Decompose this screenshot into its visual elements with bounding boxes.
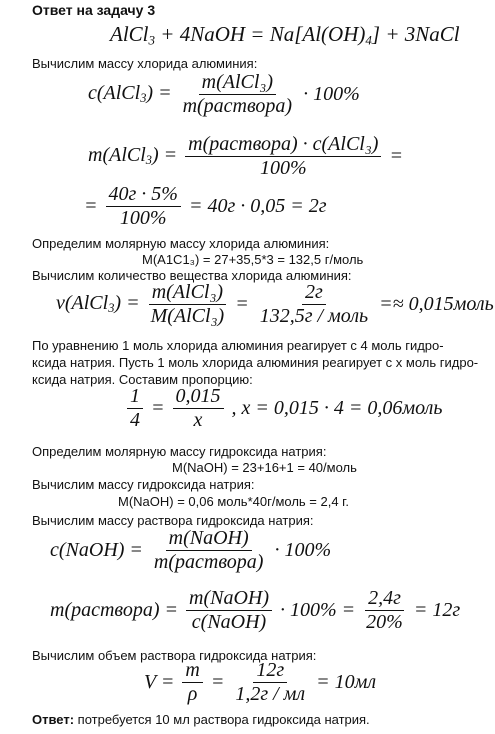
step-text: Вычислим количество вещества хлорида алюминия: [32, 268, 352, 283]
fraction-denominator: M(AlCl₃) [150, 305, 225, 327]
formula-amount-alcl3: ν(AlCl$_3$) = $\frac{\text{m(AlCl₃)}}{\text{M(AlCl₃)}}$ = $\frac{2г}{\text{132,5г / моль}}$ =≈ 0,015моль [56, 281, 494, 327]
step-text: Вычислим массу гидроксида натрия: [32, 477, 255, 492]
fraction-denominator: 100% [259, 157, 307, 179]
fraction-denominator: m(раствора) [153, 551, 264, 573]
step-text: Определим молярную массу хлорида алюминия: [32, 236, 330, 251]
fraction-denominator: c(NaOH) [191, 611, 267, 633]
fraction-numerator: m(NaOH) [166, 528, 252, 551]
product-2: 3NaCl [404, 22, 460, 46]
step-text: Вычислим объем раствора гидроксида натрия: [32, 648, 317, 663]
fraction-numerator: 12г [253, 660, 287, 683]
fraction-denominator: 20% [366, 611, 403, 633]
final-answer-label: Ответ: [32, 712, 75, 727]
fraction-denominator: 100% [119, 207, 167, 229]
fraction-denominator: m(раствора) [182, 95, 293, 117]
fraction-numerator: 1 [127, 386, 143, 409]
formula-m-alcl3: m(AlCl$_3$) = $\frac{\text{m(раствора) · c(AlCl₃)}}{100\%}$ = [88, 133, 403, 179]
formula-c-alcl3: c(AlCl$_3$) = $\frac{\text{m(AlCl₃)}}{\text{m(раствора)}}$ · 100% [88, 71, 360, 117]
reactant-1: AlCl$_3$ [110, 22, 156, 48]
fraction-numerator: m(раствора) · c(AlCl₃) [185, 134, 381, 157]
fraction-numerator: 0,015 [173, 386, 224, 409]
fraction-numerator: 40г · 5% [106, 184, 181, 207]
formula-mass-calculation: = $\frac{40г \cdot 5\%}{100\%}$ = 40г · 0,05 = 2г [84, 183, 327, 229]
product-1: $Na[Al(OH)_4]$ [269, 22, 381, 48]
fraction-numerator: m(AlCl₃) [199, 72, 276, 95]
step-text: Вычислим массу хлорида алюминия: [32, 56, 258, 71]
step-text: Вычислим массу раствора гидроксида натрия: [32, 513, 314, 528]
step-text: По уравнению 1 моль хлорида алюминия реагирует с 4 моль гидро- [32, 338, 444, 353]
fraction-denominator: 4 [130, 409, 140, 431]
fraction-numerator: m(NaOH) [186, 588, 272, 611]
final-answer [32, 712, 370, 727]
fraction-numerator: 2г [302, 282, 326, 305]
molar-mass-naoh: M(NaOH) = 23+16+1 = 40/моль [172, 460, 357, 475]
molar-mass-alcl3: M(A1C1₃) = 27+35,5*3 = 132,5 г/моль [142, 252, 364, 267]
step-text: Определим молярную массу гидроксида натрия: [32, 444, 327, 459]
formula-c-naoh: c(NaOH) = $\frac{\text{m(NaOH)}}{\text{m(раствора)}}$ · 100% [50, 527, 332, 573]
step-text: ксида натрия. Пусть 1 моль хлорида алюминия реагирует с x моль гидро- [32, 355, 479, 370]
fraction-numerator: 2,4г [365, 588, 404, 611]
formula-solution-mass: m(раствора) = $\frac{\text{m(NaOH)}}{\text{c(NaOH)}}$ · 100% = $\frac{2,4г}{20\%}$ = 12г [50, 587, 461, 633]
fraction-denominator: ρ [187, 683, 198, 705]
formula-proportion: $\frac{1}{4}$ = $\frac{0,015}{x}$ , x = 0,015 · 4 = 0,06моль [124, 386, 442, 431]
fraction-numerator: m [182, 660, 202, 683]
formula-volume: V = $\frac{m}{\rho}$ = $\frac{12г}{1,2г / мл}$ = 10мл [144, 659, 377, 705]
mass-naoh: M(NaOH) = 0,06 моль*40г/моль = 2,4 г. [118, 494, 349, 509]
fraction-numerator: m(AlCl₃) [149, 282, 226, 305]
reactant-2: 4NaOH [179, 22, 246, 46]
step-text: ксида натрия. Составим пропорцию: [32, 372, 253, 387]
fraction-denominator: 1,2г / мл [235, 683, 306, 705]
fraction-denominator: 132,5г / моль [259, 305, 369, 327]
fraction-denominator: x [193, 409, 203, 431]
final-answer-text: потребуется 10 мл раствора гидроксида натрия. [74, 712, 370, 727]
reaction-equation: AlCl$_3$ + 4NaOH = $Na[Al(OH)_4]$ + 3NaCl [110, 22, 460, 48]
answer-title: Ответ на задачу 3 [32, 2, 156, 18]
